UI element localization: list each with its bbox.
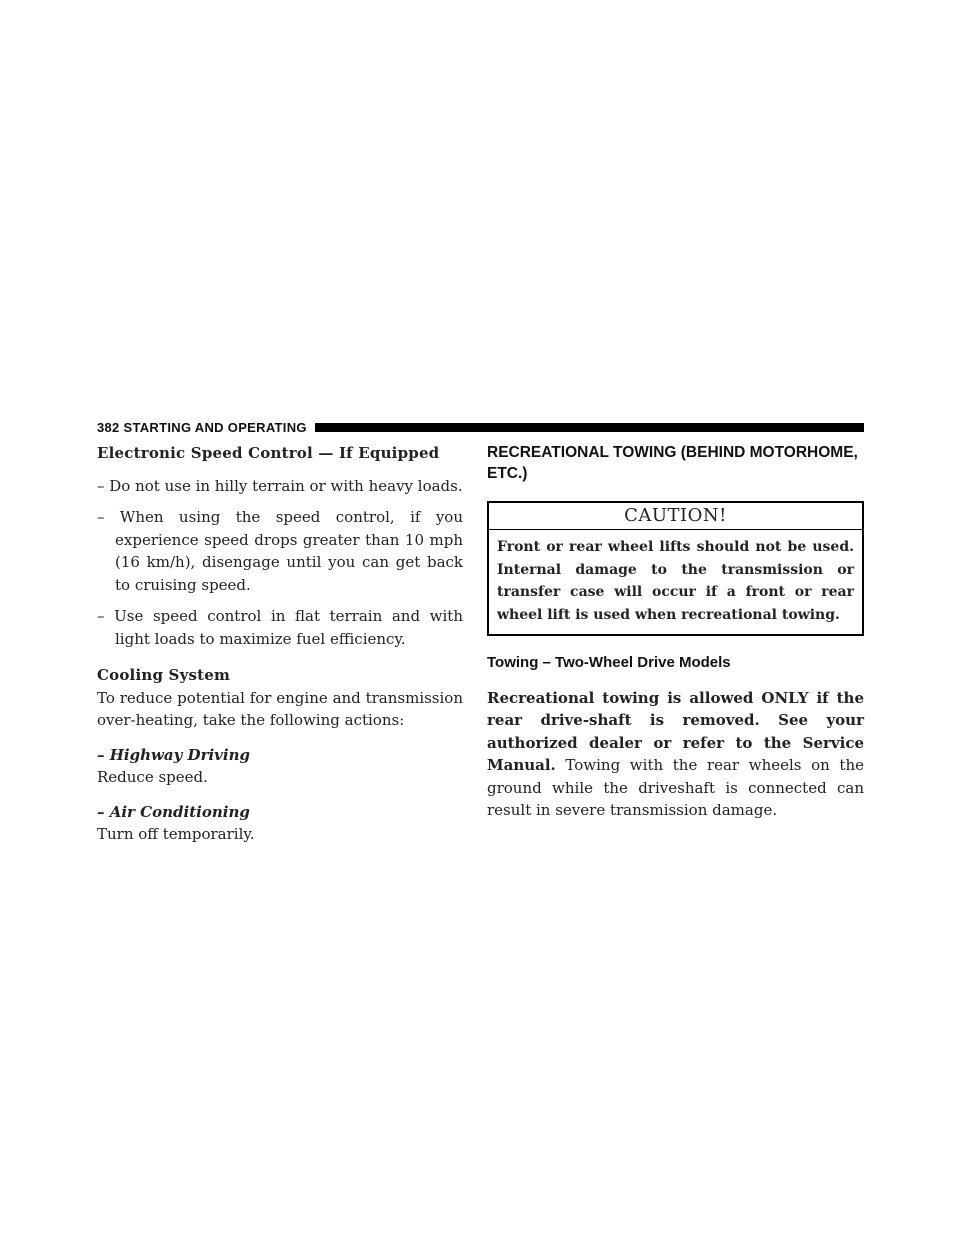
page-number-section-title: 382 STARTING AND OPERATING [97, 419, 307, 435]
caution-box [487, 501, 864, 636]
caution-title: CAUTION! [489, 503, 862, 530]
cooling-intro: To reduce potential for engine and transmission over-heating, take the following actions: [97, 688, 463, 729]
right-column [487, 442, 864, 822]
two-wheel-drive-heading: Towing – Two-Wheel Drive Models [487, 654, 731, 671]
highway-driving-text: Reduce speed. [97, 768, 208, 786]
bullet-item: – Use speed control in flat terrain and with light loads to maximize fuel efficiency. [97, 607, 463, 648]
two-wheel-drive-paragraph [487, 687, 864, 822]
two-wheel-drive-bold-text: Recreational towing is allowed ONLY if the rear drive-shaft is removed. See your authorized dealer or refer to the Service Manual. [487, 688, 864, 774]
left-column [97, 442, 463, 858]
speed-control-heading: Electronic Speed Control — If Equipped [97, 444, 440, 462]
header-rule [315, 423, 864, 432]
bullet-item: – When using the speed control, if you experience speed drops greater than 10 mph (16 km/h), disengage until you can get back to cruising speed. [97, 508, 463, 594]
recreational-towing-heading: RECREATIONAL TOWING (BEHIND MOTORHOME, ETC.) [487, 444, 858, 482]
caution-text: Front or rear wheel lifts should not be used. Internal damage to the transmission or transfer case will occur if a front or rear wheel lift is used when recreational towing. [497, 539, 854, 623]
air-conditioning-heading: – Air Conditioning [97, 802, 250, 821]
bullet-item: – Do not use in hilly terrain or with heavy loads. [97, 476, 463, 495]
air-conditioning-text: Turn off temporarily. [97, 825, 255, 843]
highway-driving-heading: – Highway Driving [97, 745, 250, 764]
two-wheel-drive-text: Towing with the rear wheels on the ground while the driveshaft is connected can result in severe transmission damage. [487, 756, 864, 819]
page-header [97, 418, 864, 436]
cooling-system-heading: Cooling System [97, 666, 231, 684]
